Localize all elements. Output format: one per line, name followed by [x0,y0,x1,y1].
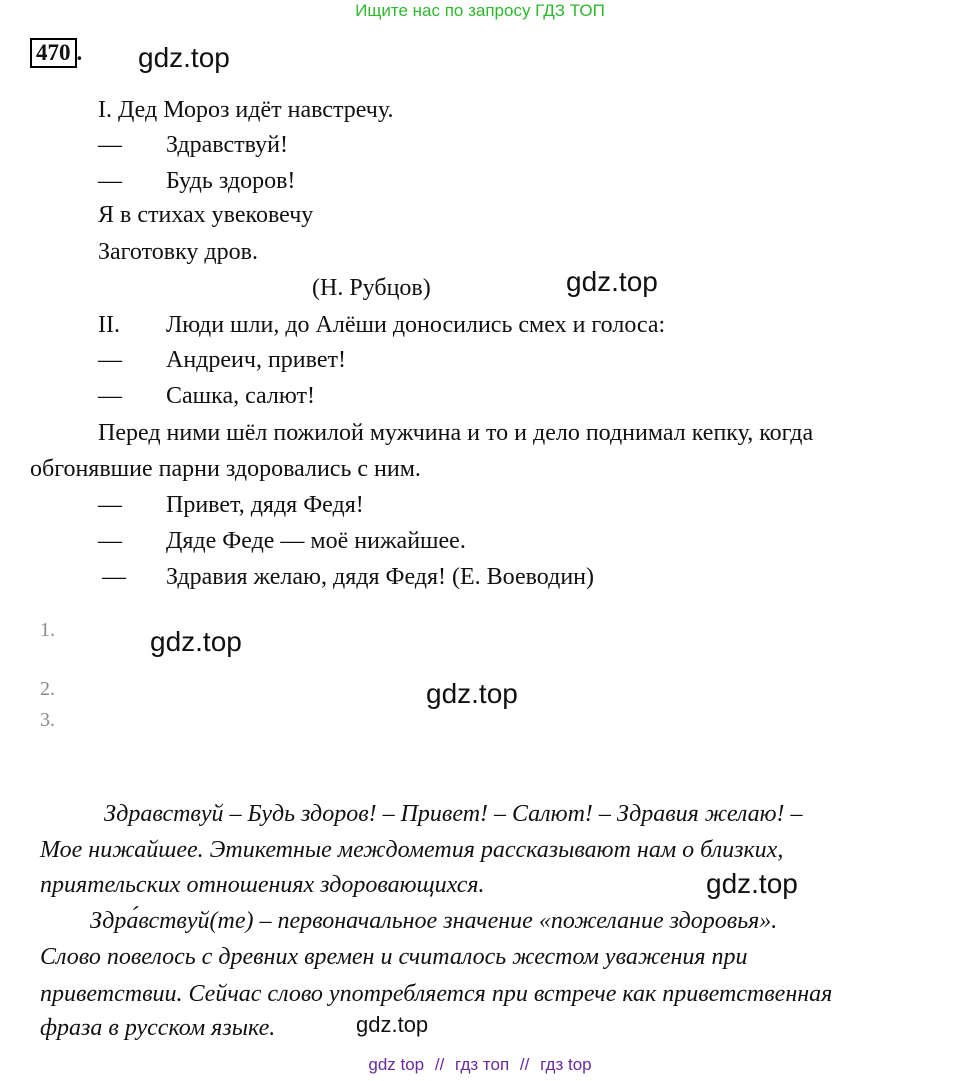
answer-line-2: Мое нижайшее. Этикетные междометия рассказывают нам о близких, [40,837,784,863]
part2-line-2 [98,382,598,410]
part2-line-1-text: Андреич, привет! [166,347,346,373]
answer-line-1: Здравствуй – Будь здоров! – Привет! – Салют! – Здравия желаю! – [104,801,803,827]
footer-links [0,1054,960,1076]
part2-intro-text: Люди шли, до Алёши доносились смех и голоса: [166,312,666,338]
poem-line-4: Я в стихах увековечу [98,202,314,228]
exercise-number-badge [30,38,82,68]
part2-paragraph-line-2: обгонявшие парни здоровались с ним. [30,456,421,482]
exercise-number-period: . [76,40,83,65]
part2-dialog-1-text: Привет, дядя Федя! [166,492,364,518]
poem-author: (Н. Рубцов) [312,275,431,301]
poem-line-2 [98,131,598,159]
part2-dialog-1 [98,491,698,519]
footer-separator: // [519,1055,530,1074]
banner-text: Ищите нас по запросу ГДЗ ТОП [355,1,605,20]
dash: — [98,132,122,158]
answer-line-3: приятельских отношениях здоровающихся. [40,872,485,898]
watermark: gdz.top [138,42,230,73]
dash: — [98,383,122,409]
task-number-1: 1. [40,619,55,641]
exercise-number: 470 [30,38,77,68]
footer-link-2[interactable]: гдз топ [455,1055,510,1074]
task-number-2: 2. [40,678,55,700]
part2-dialog-3-text: Здравия желаю, дядя Федя! (Е. Воеводин) [166,564,594,590]
dash: — [102,564,126,590]
task-number-3: 3. [40,709,55,731]
footer-link-3[interactable]: гдз top [540,1055,592,1074]
dash: — [98,528,122,554]
dash: — [98,492,122,518]
part2-line-1 [98,346,598,374]
part2-dialog-3 [98,563,798,591]
part2-dialog-2-text: Дяде Феде — моё нижайшее. [166,528,466,554]
poem-line-3-text: Будь здоров! [166,168,296,194]
watermark: gdz.top [706,868,798,899]
part2-dialog-2 [98,527,698,555]
part2-line-2-text: Сашка, салют! [166,383,315,409]
poem-line-2-text: Здравствуй! [166,132,288,158]
footer-link-1[interactable]: gdz top [368,1055,425,1074]
watermark: gdz.top [356,1012,429,1037]
dash: — [98,347,122,373]
answer-line-4: Здра́вствуй(те) – первоначальное значение «пожелание здоровья». [90,908,778,934]
watermark: gdz.top [566,266,658,297]
watermark: gdz.top [150,626,242,657]
top-banner [0,0,960,22]
dash: — [98,168,122,194]
poem-line-1: I. Дед Мороз идёт навстречу. [98,97,394,123]
part2-roman: II. [98,312,120,338]
part2-intro [98,311,898,339]
part2-paragraph-line-1: Перед ними шёл пожилой мужчина и то и дело поднимал кепку, когда [98,420,814,446]
footer-separator: // [434,1055,445,1074]
answer-line-7: фраза в русском языке. [40,1015,276,1041]
watermark: gdz.top [426,678,518,709]
answer-line-5: Слово повелось с древних времен и считалось жестом уважения при [40,944,748,970]
poem-line-3 [98,167,598,195]
poem-line-5: Заготовку дров. [98,239,258,265]
answer-line-6: приветствии. Сейчас слово употребляется при встрече как приветственная [40,981,833,1007]
